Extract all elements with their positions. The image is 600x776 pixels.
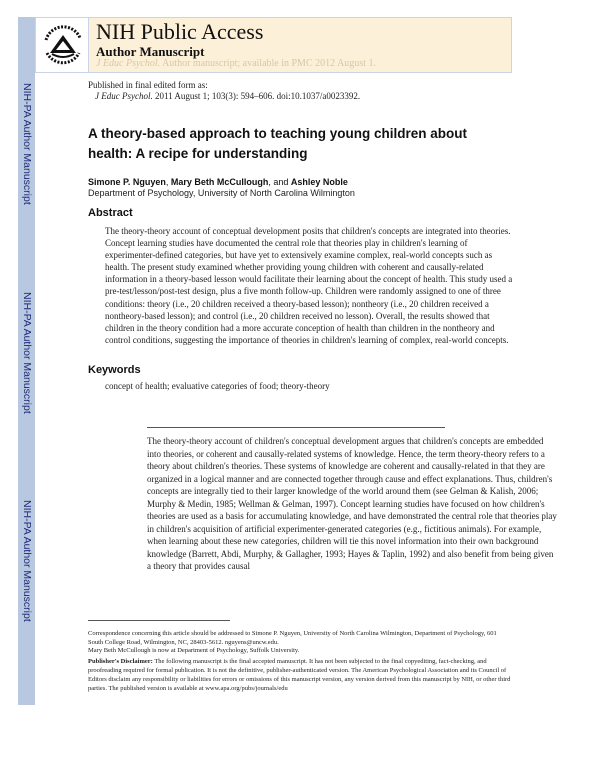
disclaimer-label: Publisher's Disclaimer: xyxy=(88,658,153,665)
footnote-divider xyxy=(88,620,230,621)
nih-header-banner xyxy=(35,17,512,73)
citation xyxy=(95,91,360,101)
author-name: Simone P. Nguyen xyxy=(88,177,166,187)
article-title: A theory-based approach to teaching young children about health: A recipe for understanding xyxy=(88,126,468,161)
footnotes xyxy=(88,630,508,656)
affiliation: Department of Psychology, University of North Carolina Wilmington xyxy=(88,188,355,198)
abstract-body: The theory-theory account of conceptual development posits that children's concepts are integrated into theories. Concept learning studies have documented the central role that theories play in children's learning of experimenter-defined categories, but have yet to extensively examine complex, real-world concepts such as health. The present study examined whether providing young children with coherent and causally-related information in a theory-based lesson would facilitate their learning about the concept of health. This study used a pre-test/lesson/post-test design, plus a five month follow-up. Children were randomly assigned to one of three conditions: theory (i.e., 20 children received a theory-based lesson); nontheory (i.e., 20 children received a nontheory-based lesson); and control (i.e., 20 children received no lesson). Overall, the results showed that children in the theory condition had a more accurate conception of health than children in the nontheory and control conditions, suggesting the importance of theories in children's learning of complex, real-world concepts. xyxy=(105,226,513,345)
citation-details: 2011 August 1; 103(3): 594–606. doi:10.1037/a0023392. xyxy=(152,91,361,101)
author-name: Mary Beth McCullough xyxy=(170,177,269,187)
keywords-list: concept of health; evaluative categories of food; theory-theory xyxy=(105,381,330,391)
author-list xyxy=(88,177,348,187)
divider xyxy=(147,427,445,428)
correspondence-note: Correspondence concerning this article should be addressed to Simone P. Nguyen, University of North Carolina Wilmington, Department of Psychology, 601 South College Road, Wilmington, NC, 28403-5612. nguyens@uncw.edu. xyxy=(88,630,497,646)
separator: , and xyxy=(268,177,291,187)
affiliation-note: Mary Beth McCullough is now at Department of Psychology, Suffolk University. xyxy=(88,647,300,655)
sidebar-label: NIH-PA Author Manuscript xyxy=(21,292,33,414)
journal-abbrev: J Educ Psychol. xyxy=(96,58,161,69)
nih-public-access-title: NIH Public Access xyxy=(96,19,264,44)
author-manuscript-label: Author Manuscript xyxy=(96,44,205,59)
sidebar-label: NIH-PA Author Manuscript xyxy=(21,500,33,622)
disclaimer-text: The following manuscript is the final accepted manuscript. It has not been subjected to the final copyediting, fact-checking, and proofreading required for formal publication. It is not the definitive, publisher-authenticated version. The American Psychological Association and its Council of Editors disclaim any responsibility or liabilities for errors or omissions of this manuscript version, any version derived from this manuscript by NIH, or other third parties. The published version is available at www.apa.org/pubs/journals/edu xyxy=(88,658,511,692)
citation-journal: J Educ Psychol. xyxy=(95,91,153,101)
separator: , xyxy=(165,177,171,187)
availability-text: Author manuscript; available in PMC 2012 August 1. xyxy=(160,58,376,69)
sidebar-label: NIH-PA Author Manuscript xyxy=(21,83,33,205)
keywords-heading: Keywords xyxy=(88,364,141,376)
abstract-heading: Abstract xyxy=(88,207,133,219)
publisher-disclaimer xyxy=(88,657,518,693)
body-paragraph: The theory-theory account of children's conceptual development argues that children's concepts are embedded into theories, or coherent and causally-related systems of knowledge. Hence, the term theory-theory refers to a theory about children's theories. These systems of knowledge are coherent and causally-related in that they are organized in a logical manner and are connected together through cause and effect explanations. Thus, children's concepts are integrally tied to their larger knowledge of the world around them (see Gelman & Kalish, 2006; Murphy & Medin, 1985; Wellman & Gelman, 1997). Concept learning studies have focused on how children's theories are used as a basis for accumulating knowledge, and have demonstrated the central role that theories play in children's acquisition of artificial experimenter-generated categories (e.g., fictitious animals). For example, when learning about these new categories, children will tie this novel information into their own background knowledge (Barrett, Abdi, Murphy, & Gallagher, 1993; Hayes & Taplin, 1992) and also benefit from being given a theory that provides causal xyxy=(147,436,557,571)
nih-seal-icon xyxy=(38,20,88,70)
nih-pa-sidebar xyxy=(18,17,35,705)
published-in-label: Published in final edited form as: xyxy=(88,80,208,90)
availability-line xyxy=(96,58,376,69)
nih-logo xyxy=(36,18,89,72)
author-name: Ashley Noble xyxy=(290,177,348,187)
